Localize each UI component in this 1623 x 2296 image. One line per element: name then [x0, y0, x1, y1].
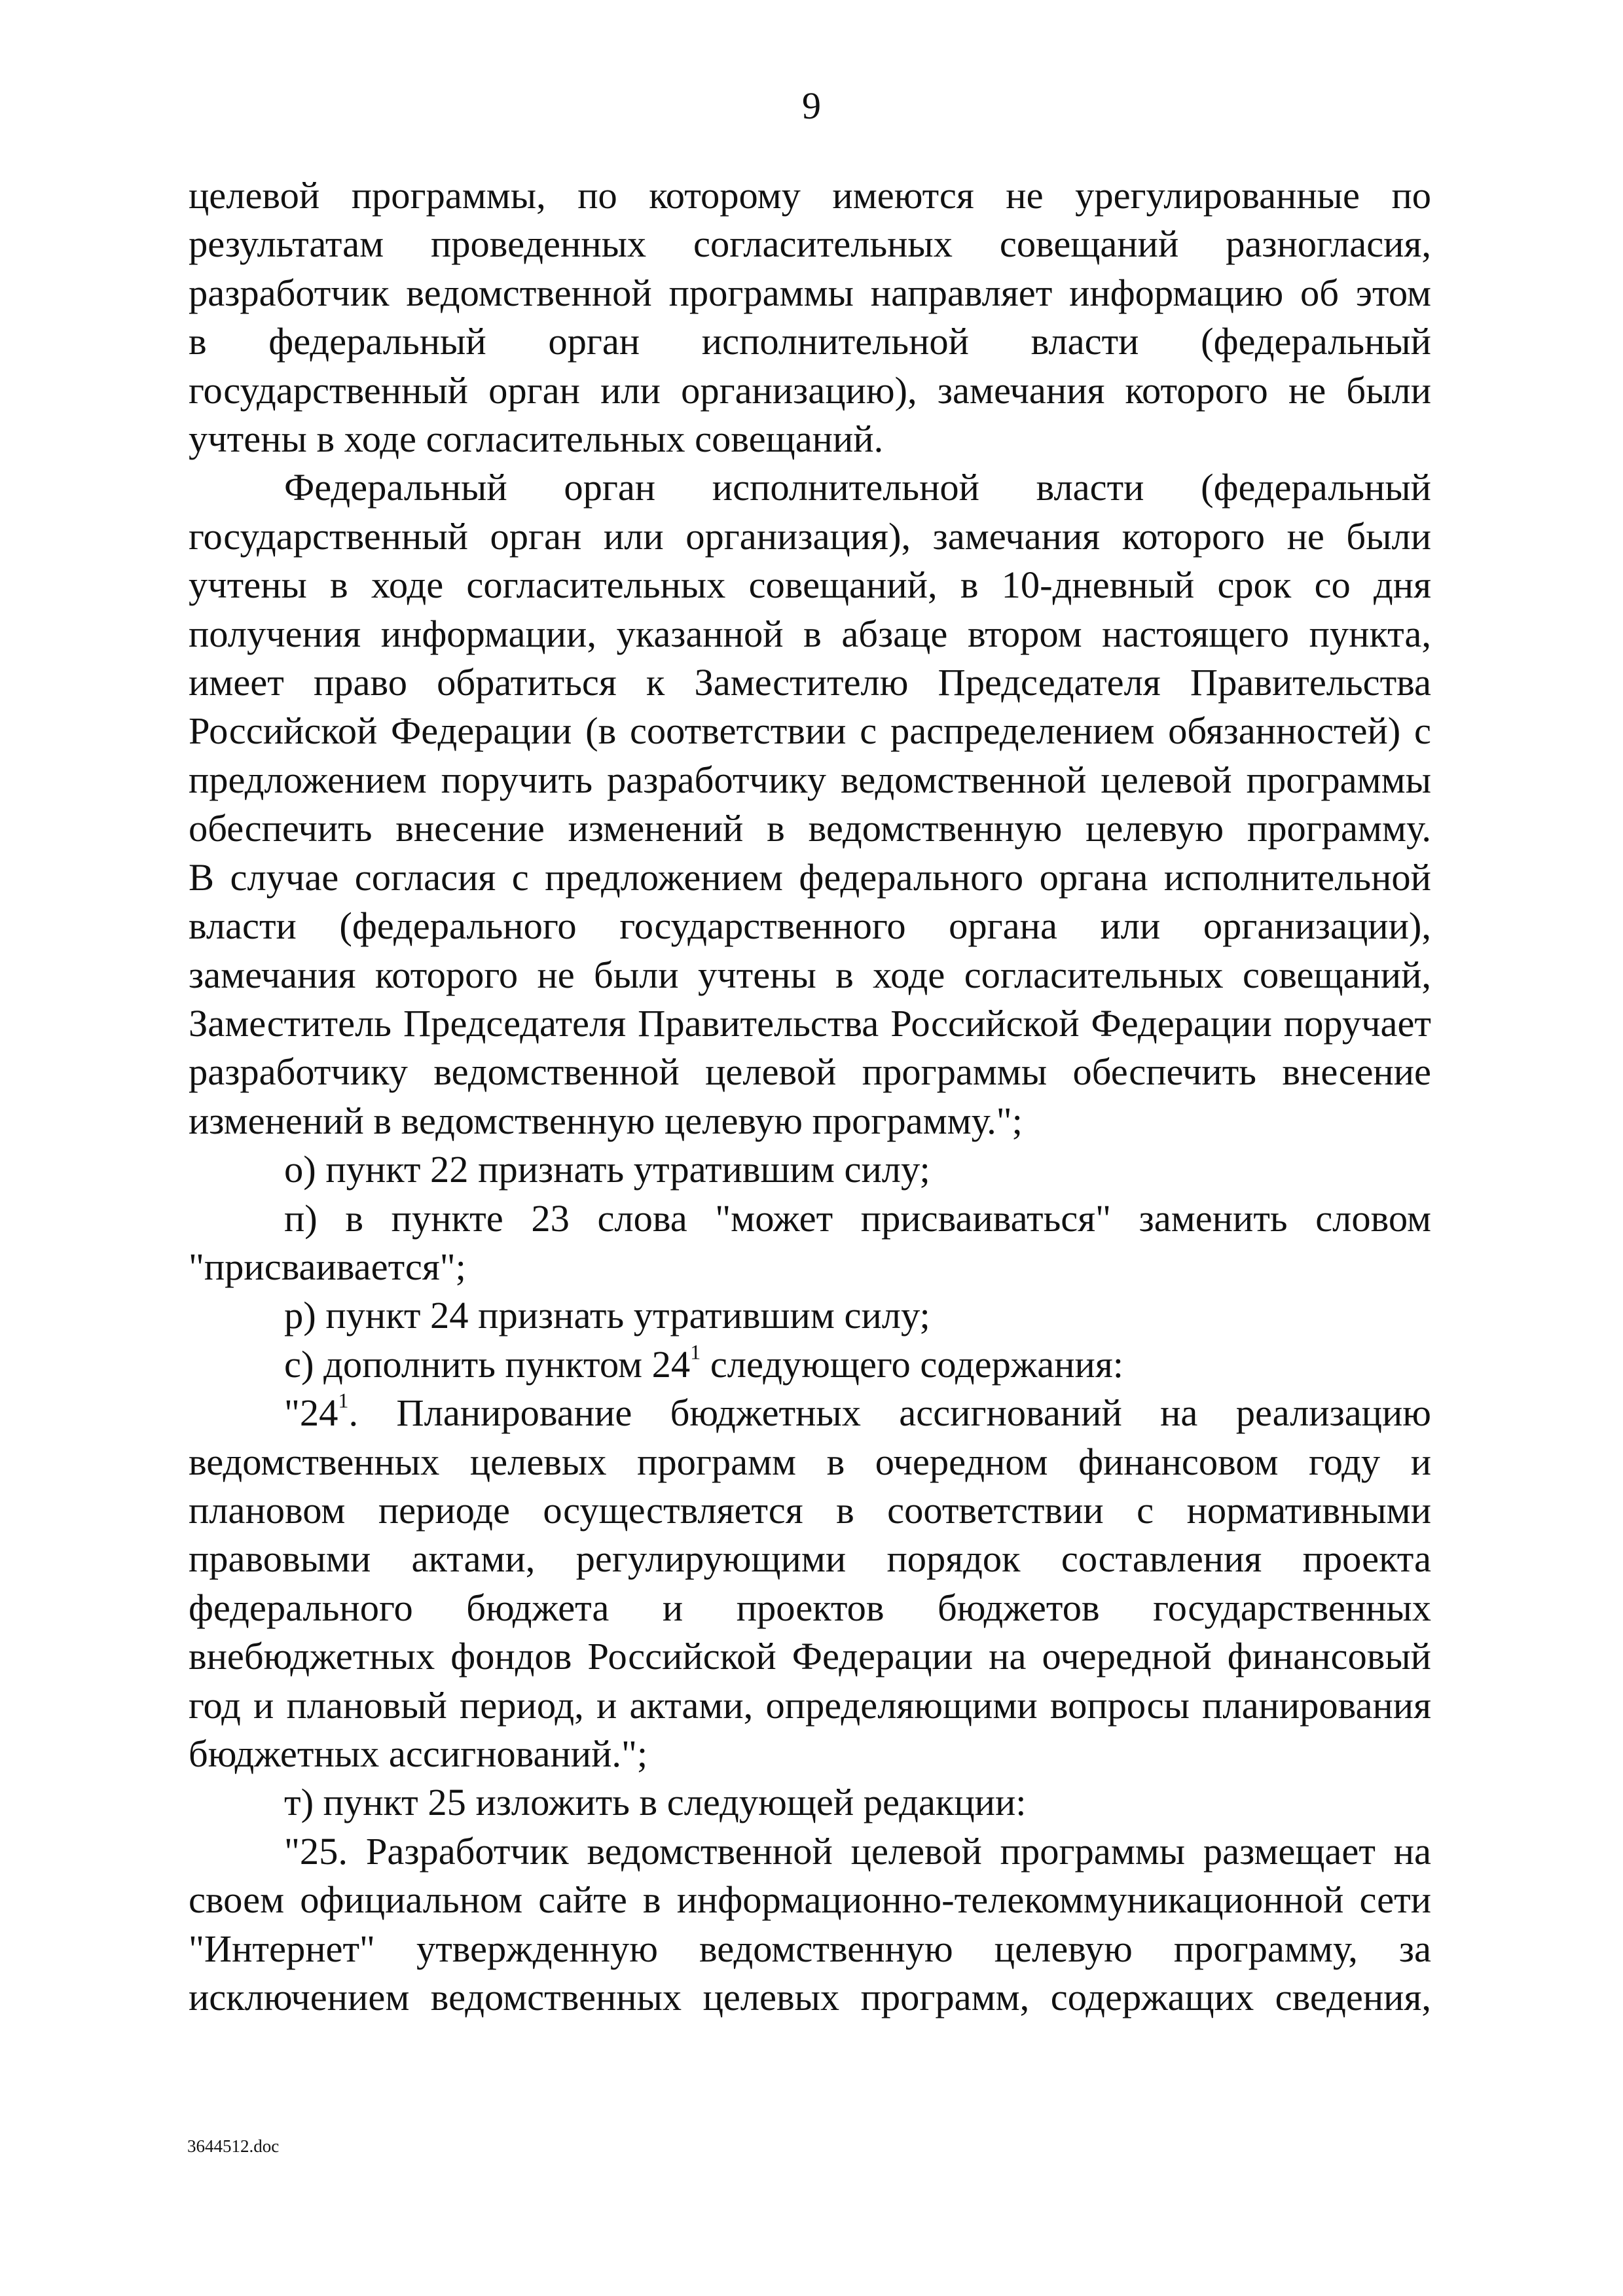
- text-fragment: . Планирование бюджетных ассигнований на реализацию: [348, 1391, 1431, 1435]
- text-line: Федеральный орган исполнительной власти (федеральный: [284, 466, 1431, 509]
- text-line: исключением ведомственных целевых программ, содержащих сведения,: [189, 1976, 1431, 2019]
- paragraph-item-24-1: [189, 1389, 1431, 1778]
- text-line: имеет право обратиться к Заместителю Председателя Правительства: [189, 661, 1431, 704]
- page-number: 9: [802, 84, 821, 127]
- text-line: государственный орган или организацию), замечания которого не были: [189, 368, 1431, 412]
- list-item-s: [189, 1340, 1431, 1389]
- text-line: Заместитель Председателя Правительства Российской Федерации поручает: [189, 1001, 1431, 1045]
- text-line: разработчик ведомственной программы направляет информацию об этом: [189, 271, 1431, 314]
- superscript: 1: [338, 1388, 349, 1412]
- text-line: "25. Разработчик ведомственной целевой программы размещает на: [284, 1829, 1431, 1873]
- list-item-r: [189, 1291, 1431, 1340]
- superscript: 1: [690, 1340, 701, 1364]
- text-line: замечания которого не были учтены в ходе согласительных совещаний,: [189, 953, 1431, 996]
- text-line: плановом периоде осуществляется в соответствии с нормативными: [189, 1488, 1431, 1532]
- paragraph-appeal: [189, 463, 1431, 1145]
- text-line: изменений в ведомственную целевую программу.";: [189, 1099, 1023, 1142]
- text-line: [189, 1340, 1431, 1389]
- text-line: бюджетных ассигнований.";: [189, 1732, 648, 1775]
- text-fragment: "24: [284, 1391, 338, 1435]
- text-line: т) пункт 25 изложить в следующей редакции:: [284, 1781, 1027, 1824]
- text-line: государственный орган или организация), замечания которого не были: [189, 514, 1431, 558]
- paragraph-item-25: [189, 1827, 1431, 2022]
- paragraph-continuation: [189, 171, 1431, 463]
- text-line: р) пункт 24 признать утратившим силу;: [284, 1294, 930, 1337]
- text-line: целевой программы, по которому имеются не урегулированные по: [189, 174, 1431, 217]
- text-line: "Интернет" утвержденную ведомственную целевую программу, за: [189, 1927, 1431, 1970]
- text-line: в федеральный орган исполнительной власти (федеральный: [189, 320, 1431, 363]
- text-fragment: следующего содержания:: [701, 1342, 1124, 1386]
- text-line: п) в пункте 23 слова "может присваиваться" заменить словом: [284, 1196, 1431, 1240]
- text-line: учтены в ходе согласительных совещаний.: [189, 418, 884, 461]
- text-line: о) пункт 22 признать утратившим силу;: [284, 1148, 930, 1191]
- text-line: получения информации, указанной в абзаце втором настоящего пункта,: [189, 612, 1431, 655]
- text-line: результатам проведенных согласительных совещаний разногласия,: [189, 223, 1431, 266]
- text-line: "присваивается";: [189, 1245, 466, 1288]
- text-line: правовыми актами, регулирующими порядок составления проекта: [189, 1537, 1431, 1581]
- text-line: [189, 1389, 1431, 1437]
- text-line: своем официальном сайте в информационно-телекоммуникационной сети: [189, 1878, 1431, 1922]
- list-item-p: [189, 1194, 1431, 1292]
- text-line: ведомственных целевых программ в очередном финансовом году и: [189, 1440, 1431, 1483]
- text-fragment: с) дополнить пунктом 24: [284, 1342, 691, 1386]
- text-line: федерального бюджета и проектов бюджетов государственных: [189, 1586, 1431, 1629]
- document-file-code: 3644512.doc: [187, 2136, 280, 2156]
- text-line: предложением поручить разработчику ведомственной целевой программы: [189, 758, 1431, 801]
- text-line: внебюджетных фондов Российской Федерации на очередной финансовый: [189, 1635, 1431, 1678]
- document-body: [189, 171, 1431, 2022]
- list-item-o: [189, 1145, 1431, 1194]
- text-line: учтены в ходе согласительных совещаний, в 10-дневный срок со дня: [189, 564, 1431, 607]
- text-line: В случае согласия с предложением федерального органа исполнительной: [189, 855, 1431, 899]
- text-line: разработчику ведомственной целевой программы обеспечить внесение: [189, 1050, 1431, 1094]
- list-item-t: [189, 1778, 1431, 1827]
- text-line: год и плановый период, и актами, определяющими вопросы планирования: [189, 1683, 1431, 1727]
- text-line: обеспечить внесение изменений в ведомственную целевую программу.: [189, 807, 1431, 850]
- text-line: власти (федерального государственного органа или организации),: [189, 905, 1431, 948]
- text-line: Российской Федерации (в соответствии с распределением обязанностей) с: [189, 709, 1431, 753]
